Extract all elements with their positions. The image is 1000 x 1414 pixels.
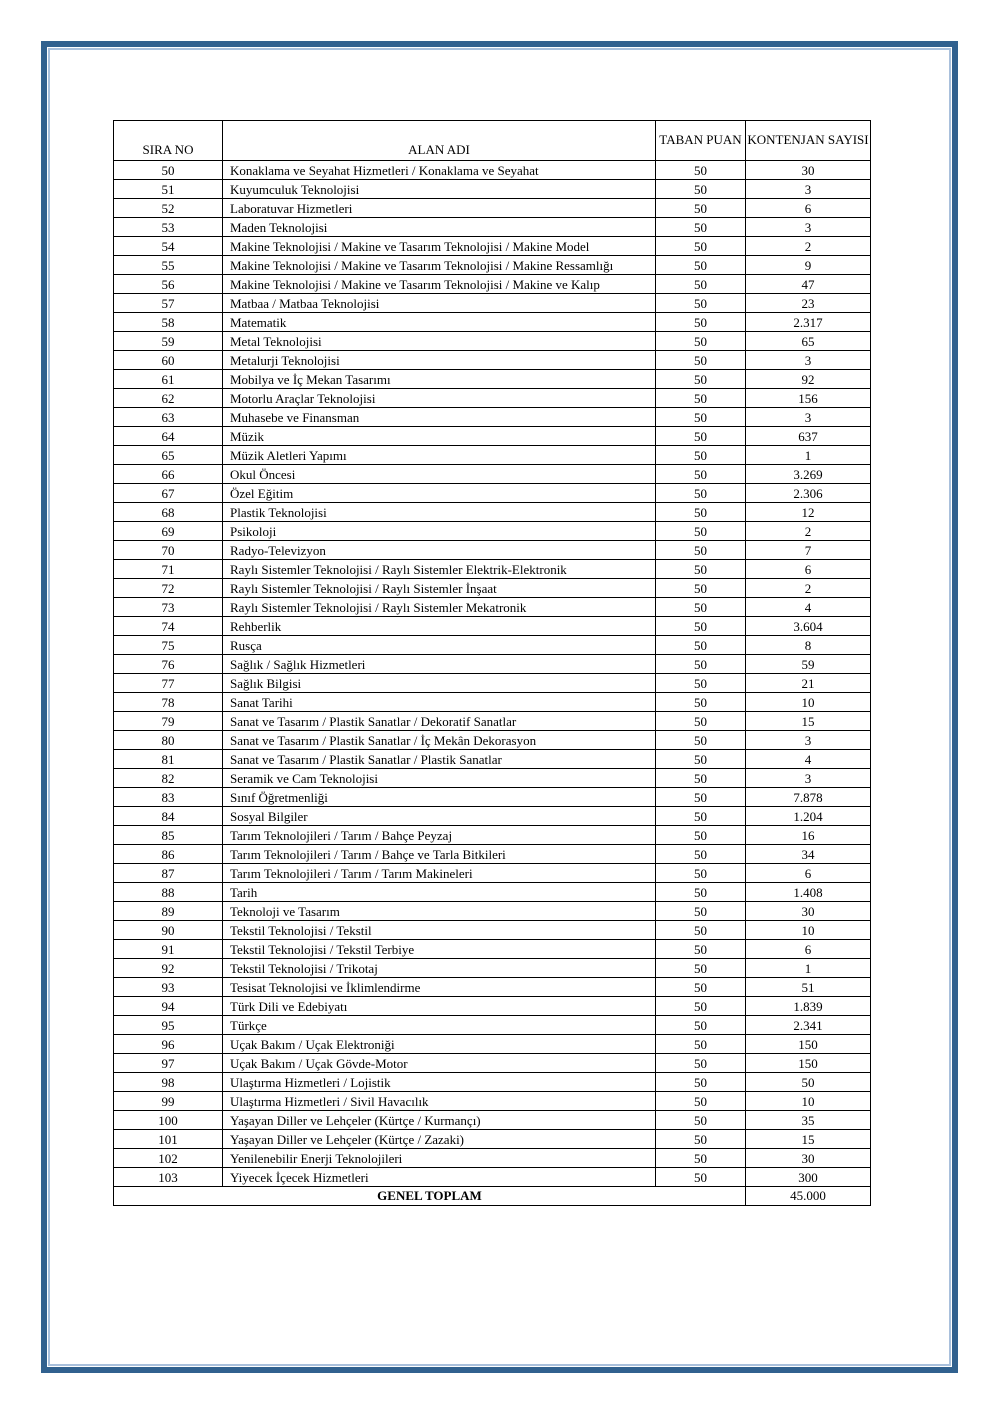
row-sira-no: 82 [114, 769, 223, 788]
row-sira-no: 57 [114, 294, 223, 313]
row-alan-adi: Metal Teknolojisi [223, 332, 656, 351]
row-alan-adi: Maden Teknolojisi [223, 218, 656, 237]
row-kontenjan-sayisi: 8 [746, 636, 871, 655]
table-row [114, 351, 871, 370]
row-alan-adi: Tekstil Teknolojisi / Tekstil Terbiye [223, 940, 656, 959]
table-footer [114, 1187, 871, 1206]
row-sira-no: 71 [114, 560, 223, 579]
row-alan-adi: Mobilya ve İç Mekan Tasarımı [223, 370, 656, 389]
row-sira-no: 88 [114, 883, 223, 902]
row-kontenjan-sayisi: 6 [746, 940, 871, 959]
row-sira-no: 60 [114, 351, 223, 370]
table-row [114, 370, 871, 389]
table-row [114, 1016, 871, 1035]
row-alan-adi: Konaklama ve Seyahat Hizmetleri / Konaklama ve Seyahat [223, 161, 656, 180]
row-sira-no: 83 [114, 788, 223, 807]
row-sira-no: 103 [114, 1168, 223, 1187]
row-alan-adi: Makine Teknolojisi / Makine ve Tasarım Teknolojisi / Makine Model [223, 237, 656, 256]
row-taban-puan: 50 [656, 522, 746, 541]
row-alan-adi: Matematik [223, 313, 656, 332]
row-alan-adi: Tekstil Teknolojisi / Trikotaj [223, 959, 656, 978]
table-row [114, 655, 871, 674]
row-alan-adi: Muhasebe ve Finansman [223, 408, 656, 427]
row-taban-puan: 50 [656, 484, 746, 503]
row-taban-puan: 50 [656, 579, 746, 598]
row-kontenjan-sayisi: 10 [746, 1092, 871, 1111]
table-row [114, 161, 871, 180]
row-kontenjan-sayisi: 6 [746, 560, 871, 579]
row-kontenjan-sayisi: 15 [746, 712, 871, 731]
table-row [114, 579, 871, 598]
header-alan-adi: ALAN ADI [223, 121, 656, 161]
row-taban-puan: 50 [656, 674, 746, 693]
row-kontenjan-sayisi: 3 [746, 408, 871, 427]
row-taban-puan: 50 [656, 959, 746, 978]
table-row [114, 275, 871, 294]
row-sira-no: 52 [114, 199, 223, 218]
row-alan-adi: Sağlık / Sağlık Hizmetleri [223, 655, 656, 674]
row-alan-adi: Tarım Teknolojileri / Tarım / Bahçe Peyzaj [223, 826, 656, 845]
row-sira-no: 79 [114, 712, 223, 731]
row-alan-adi: Sanat ve Tasarım / Plastik Sanatlar / İç Mekân Dekorasyon [223, 731, 656, 750]
table-row [114, 674, 871, 693]
row-kontenjan-sayisi: 51 [746, 978, 871, 997]
table-row [114, 1149, 871, 1168]
row-sira-no: 72 [114, 579, 223, 598]
grand-total-value: 45.000 [746, 1187, 871, 1206]
row-kontenjan-sayisi: 3.604 [746, 617, 871, 636]
row-alan-adi: Okul Öncesi [223, 465, 656, 484]
row-sira-no: 56 [114, 275, 223, 294]
row-sira-no: 86 [114, 845, 223, 864]
row-sira-no: 95 [114, 1016, 223, 1035]
row-taban-puan: 50 [656, 883, 746, 902]
table-row [114, 256, 871, 275]
row-kontenjan-sayisi: 156 [746, 389, 871, 408]
row-taban-puan: 50 [656, 560, 746, 579]
table-row [114, 1111, 871, 1130]
row-alan-adi: Motorlu Araçlar Teknolojisi [223, 389, 656, 408]
row-taban-puan: 50 [656, 1054, 746, 1073]
row-kontenjan-sayisi: 12 [746, 503, 871, 522]
row-sira-no: 80 [114, 731, 223, 750]
row-alan-adi: Yenilenebilir Enerji Teknolojileri [223, 1149, 656, 1168]
header-taban-puan: TABAN PUAN [656, 121, 746, 161]
row-sira-no: 98 [114, 1073, 223, 1092]
table-row [114, 465, 871, 484]
row-kontenjan-sayisi: 637 [746, 427, 871, 446]
row-kontenjan-sayisi: 2.306 [746, 484, 871, 503]
table-row [114, 446, 871, 465]
row-sira-no: 50 [114, 161, 223, 180]
row-taban-puan: 50 [656, 807, 746, 826]
row-alan-adi: Sanat ve Tasarım / Plastik Sanatlar / Plastik Sanatlar [223, 750, 656, 769]
table-row [114, 218, 871, 237]
row-kontenjan-sayisi: 1 [746, 446, 871, 465]
row-sira-no: 75 [114, 636, 223, 655]
row-kontenjan-sayisi: 1 [746, 959, 871, 978]
table-row [114, 883, 871, 902]
table-row [114, 1092, 871, 1111]
row-alan-adi: Radyo-Televizyon [223, 541, 656, 560]
quota-table-container [113, 120, 870, 1206]
row-alan-adi: Özel Eğitim [223, 484, 656, 503]
row-taban-puan: 50 [656, 370, 746, 389]
row-kontenjan-sayisi: 3 [746, 218, 871, 237]
row-sira-no: 68 [114, 503, 223, 522]
row-kontenjan-sayisi: 6 [746, 199, 871, 218]
table-row [114, 712, 871, 731]
row-sira-no: 77 [114, 674, 223, 693]
row-taban-puan: 50 [656, 978, 746, 997]
row-taban-puan: 50 [656, 541, 746, 560]
row-taban-puan: 50 [656, 636, 746, 655]
table-row [114, 864, 871, 883]
row-kontenjan-sayisi: 10 [746, 693, 871, 712]
table-row [114, 503, 871, 522]
row-sira-no: 58 [114, 313, 223, 332]
row-sira-no: 54 [114, 237, 223, 256]
row-alan-adi: Raylı Sistemler Teknolojisi / Raylı Sistemler Mekatronik [223, 598, 656, 617]
row-sira-no: 69 [114, 522, 223, 541]
row-kontenjan-sayisi: 4 [746, 598, 871, 617]
row-alan-adi: Kuyumculuk Teknolojisi [223, 180, 656, 199]
row-kontenjan-sayisi: 21 [746, 674, 871, 693]
table-row [114, 1168, 871, 1187]
row-taban-puan: 50 [656, 655, 746, 674]
row-alan-adi: Seramik ve Cam Teknolojisi [223, 769, 656, 788]
row-kontenjan-sayisi: 16 [746, 826, 871, 845]
row-kontenjan-sayisi: 65 [746, 332, 871, 351]
row-taban-puan: 50 [656, 712, 746, 731]
row-alan-adi: Ulaştırma Hizmetleri / Lojistik [223, 1073, 656, 1092]
table-body [114, 161, 871, 1187]
row-taban-puan: 50 [656, 1035, 746, 1054]
row-sira-no: 100 [114, 1111, 223, 1130]
row-sira-no: 97 [114, 1054, 223, 1073]
row-sira-no: 101 [114, 1130, 223, 1149]
row-taban-puan: 50 [656, 940, 746, 959]
row-alan-adi: Raylı Sistemler Teknolojisi / Raylı Sistemler İnşaat [223, 579, 656, 598]
row-sira-no: 73 [114, 598, 223, 617]
row-taban-puan: 50 [656, 1092, 746, 1111]
table-row [114, 636, 871, 655]
row-kontenjan-sayisi: 2 [746, 579, 871, 598]
row-kontenjan-sayisi: 2 [746, 522, 871, 541]
grand-total-label: GENEL TOPLAM [114, 1187, 746, 1206]
table-row [114, 1130, 871, 1149]
row-kontenjan-sayisi: 6 [746, 864, 871, 883]
table-row [114, 902, 871, 921]
table-row [114, 313, 871, 332]
row-sira-no: 61 [114, 370, 223, 389]
table-row [114, 617, 871, 636]
table-row [114, 484, 871, 503]
row-kontenjan-sayisi: 92 [746, 370, 871, 389]
row-alan-adi: Müzik Aletleri Yapımı [223, 446, 656, 465]
table-row [114, 731, 871, 750]
table-row [114, 959, 871, 978]
row-sira-no: 99 [114, 1092, 223, 1111]
header-kontenjan-sayisi: KONTENJAN SAYISI [746, 121, 871, 161]
row-kontenjan-sayisi: 3 [746, 731, 871, 750]
table-row [114, 693, 871, 712]
header-sira-no: SIRA NO [114, 121, 223, 161]
row-sira-no: 51 [114, 180, 223, 199]
row-alan-adi: Ulaştırma Hizmetleri / Sivil Havacılık [223, 1092, 656, 1111]
table-row [114, 180, 871, 199]
row-kontenjan-sayisi: 4 [746, 750, 871, 769]
row-kontenjan-sayisi: 47 [746, 275, 871, 294]
row-alan-adi: Müzik [223, 427, 656, 446]
row-taban-puan: 50 [656, 465, 746, 484]
row-alan-adi: Metalurji Teknolojisi [223, 351, 656, 370]
row-kontenjan-sayisi: 150 [746, 1054, 871, 1073]
table-row [114, 978, 871, 997]
row-alan-adi: Sınıf Öğretmenliği [223, 788, 656, 807]
table-row [114, 1073, 871, 1092]
row-alan-adi: Raylı Sistemler Teknolojisi / Raylı Sistemler Elektrik-Elektronik [223, 560, 656, 579]
row-taban-puan: 50 [656, 1130, 746, 1149]
row-taban-puan: 50 [656, 845, 746, 864]
row-alan-adi: Uçak Bakım / Uçak Elektroniği [223, 1035, 656, 1054]
row-sira-no: 66 [114, 465, 223, 484]
row-taban-puan: 50 [656, 598, 746, 617]
row-sira-no: 53 [114, 218, 223, 237]
row-sira-no: 63 [114, 408, 223, 427]
row-sira-no: 67 [114, 484, 223, 503]
row-taban-puan: 50 [656, 408, 746, 427]
grand-total-row [114, 1187, 871, 1206]
row-kontenjan-sayisi: 30 [746, 161, 871, 180]
row-sira-no: 76 [114, 655, 223, 674]
row-alan-adi: Teknoloji ve Tasarım [223, 902, 656, 921]
row-alan-adi: Tesisat Teknolojisi ve İklimlendirme [223, 978, 656, 997]
row-alan-adi: Makine Teknolojisi / Makine ve Tasarım Teknolojisi / Makine Ressamlığı [223, 256, 656, 275]
row-sira-no: 65 [114, 446, 223, 465]
row-sira-no: 84 [114, 807, 223, 826]
row-kontenjan-sayisi: 1.408 [746, 883, 871, 902]
row-taban-puan: 50 [656, 1168, 746, 1187]
row-taban-puan: 50 [656, 1111, 746, 1130]
row-alan-adi: Plastik Teknolojisi [223, 503, 656, 522]
row-sira-no: 81 [114, 750, 223, 769]
row-kontenjan-sayisi: 2.317 [746, 313, 871, 332]
row-taban-puan: 50 [656, 294, 746, 313]
row-kontenjan-sayisi: 23 [746, 294, 871, 313]
table-row [114, 921, 871, 940]
row-kontenjan-sayisi: 1.204 [746, 807, 871, 826]
row-sira-no: 85 [114, 826, 223, 845]
table-row [114, 826, 871, 845]
row-kontenjan-sayisi: 50 [746, 1073, 871, 1092]
row-taban-puan: 50 [656, 237, 746, 256]
row-kontenjan-sayisi: 3 [746, 180, 871, 199]
row-sira-no: 64 [114, 427, 223, 446]
row-sira-no: 55 [114, 256, 223, 275]
row-kontenjan-sayisi: 3 [746, 769, 871, 788]
row-alan-adi: Makine Teknolojisi / Makine ve Tasarım Teknolojisi / Makine ve Kalıp [223, 275, 656, 294]
table-row [114, 769, 871, 788]
row-alan-adi: Matbaa / Matbaa Teknolojisi [223, 294, 656, 313]
row-kontenjan-sayisi: 35 [746, 1111, 871, 1130]
row-kontenjan-sayisi: 300 [746, 1168, 871, 1187]
table-header [114, 121, 871, 161]
row-alan-adi: Yaşayan Diller ve Lehçeler (Kürtçe / Zazaki) [223, 1130, 656, 1149]
table-header-row [114, 121, 871, 161]
row-alan-adi: Yiyecek İçecek Hizmetleri [223, 1168, 656, 1187]
table-row [114, 237, 871, 256]
row-kontenjan-sayisi: 3.269 [746, 465, 871, 484]
row-alan-adi: Türk Dili ve Edebiyatı [223, 997, 656, 1016]
table-row [114, 845, 871, 864]
row-sira-no: 78 [114, 693, 223, 712]
row-taban-puan: 50 [656, 997, 746, 1016]
row-sira-no: 94 [114, 997, 223, 1016]
table-row [114, 1035, 871, 1054]
row-taban-puan: 50 [656, 180, 746, 199]
table-row [114, 427, 871, 446]
row-alan-adi: Sanat ve Tasarım / Plastik Sanatlar / Dekoratif Sanatlar [223, 712, 656, 731]
row-taban-puan: 50 [656, 864, 746, 883]
row-alan-adi: Sosyal Bilgiler [223, 807, 656, 826]
quota-table [113, 120, 871, 1206]
row-kontenjan-sayisi: 9 [746, 256, 871, 275]
row-sira-no: 87 [114, 864, 223, 883]
row-alan-adi: Uçak Bakım / Uçak Gövde-Motor [223, 1054, 656, 1073]
row-alan-adi: Tarih [223, 883, 656, 902]
row-alan-adi: Laboratuvar Hizmetleri [223, 199, 656, 218]
row-sira-no: 70 [114, 541, 223, 560]
row-alan-adi: Tarım Teknolojileri / Tarım / Tarım Makineleri [223, 864, 656, 883]
row-alan-adi: Türkçe [223, 1016, 656, 1035]
table-row [114, 389, 871, 408]
row-kontenjan-sayisi: 1.839 [746, 997, 871, 1016]
table-row [114, 294, 871, 313]
row-kontenjan-sayisi: 7.878 [746, 788, 871, 807]
table-row [114, 332, 871, 351]
row-taban-puan: 50 [656, 731, 746, 750]
row-taban-puan: 50 [656, 446, 746, 465]
row-alan-adi: Tarım Teknolojileri / Tarım / Bahçe ve Tarla Bitkileri [223, 845, 656, 864]
table-row [114, 750, 871, 769]
row-kontenjan-sayisi: 30 [746, 1149, 871, 1168]
row-alan-adi: Rusça [223, 636, 656, 655]
row-taban-puan: 50 [656, 332, 746, 351]
table-row [114, 598, 871, 617]
row-taban-puan: 50 [656, 1016, 746, 1035]
row-kontenjan-sayisi: 30 [746, 902, 871, 921]
row-taban-puan: 50 [656, 1073, 746, 1092]
row-sira-no: 74 [114, 617, 223, 636]
row-kontenjan-sayisi: 7 [746, 541, 871, 560]
table-row [114, 807, 871, 826]
row-taban-puan: 50 [656, 256, 746, 275]
row-taban-puan: 50 [656, 427, 746, 446]
table-row [114, 199, 871, 218]
row-kontenjan-sayisi: 150 [746, 1035, 871, 1054]
row-sira-no: 102 [114, 1149, 223, 1168]
table-row [114, 1054, 871, 1073]
row-taban-puan: 50 [656, 769, 746, 788]
row-alan-adi: Psikoloji [223, 522, 656, 541]
table-row [114, 560, 871, 579]
row-taban-puan: 50 [656, 921, 746, 940]
row-alan-adi: Sağlık Bilgisi [223, 674, 656, 693]
row-alan-adi: Tekstil Teknolojisi / Tekstil [223, 921, 656, 940]
row-sira-no: 62 [114, 389, 223, 408]
row-taban-puan: 50 [656, 1149, 746, 1168]
row-taban-puan: 50 [656, 218, 746, 237]
row-taban-puan: 50 [656, 503, 746, 522]
row-sira-no: 93 [114, 978, 223, 997]
table-row [114, 541, 871, 560]
row-taban-puan: 50 [656, 161, 746, 180]
row-taban-puan: 50 [656, 313, 746, 332]
row-kontenjan-sayisi: 2 [746, 237, 871, 256]
row-taban-puan: 50 [656, 617, 746, 636]
row-kontenjan-sayisi: 2.341 [746, 1016, 871, 1035]
table-row [114, 522, 871, 541]
row-sira-no: 90 [114, 921, 223, 940]
row-taban-puan: 50 [656, 788, 746, 807]
row-sira-no: 91 [114, 940, 223, 959]
row-taban-puan: 50 [656, 389, 746, 408]
table-row [114, 788, 871, 807]
row-kontenjan-sayisi: 10 [746, 921, 871, 940]
row-sira-no: 59 [114, 332, 223, 351]
row-taban-puan: 50 [656, 351, 746, 370]
row-kontenjan-sayisi: 15 [746, 1130, 871, 1149]
table-row [114, 408, 871, 427]
row-taban-puan: 50 [656, 826, 746, 845]
row-sira-no: 96 [114, 1035, 223, 1054]
row-alan-adi: Rehberlik [223, 617, 656, 636]
table-row [114, 997, 871, 1016]
row-taban-puan: 50 [656, 902, 746, 921]
row-taban-puan: 50 [656, 199, 746, 218]
row-taban-puan: 50 [656, 275, 746, 294]
row-kontenjan-sayisi: 59 [746, 655, 871, 674]
row-taban-puan: 50 [656, 750, 746, 769]
row-kontenjan-sayisi: 3 [746, 351, 871, 370]
row-kontenjan-sayisi: 34 [746, 845, 871, 864]
table-row [114, 940, 871, 959]
row-taban-puan: 50 [656, 693, 746, 712]
row-sira-no: 92 [114, 959, 223, 978]
row-sira-no: 89 [114, 902, 223, 921]
row-alan-adi: Yaşayan Diller ve Lehçeler (Kürtçe / Kurmançı) [223, 1111, 656, 1130]
row-alan-adi: Sanat Tarihi [223, 693, 656, 712]
